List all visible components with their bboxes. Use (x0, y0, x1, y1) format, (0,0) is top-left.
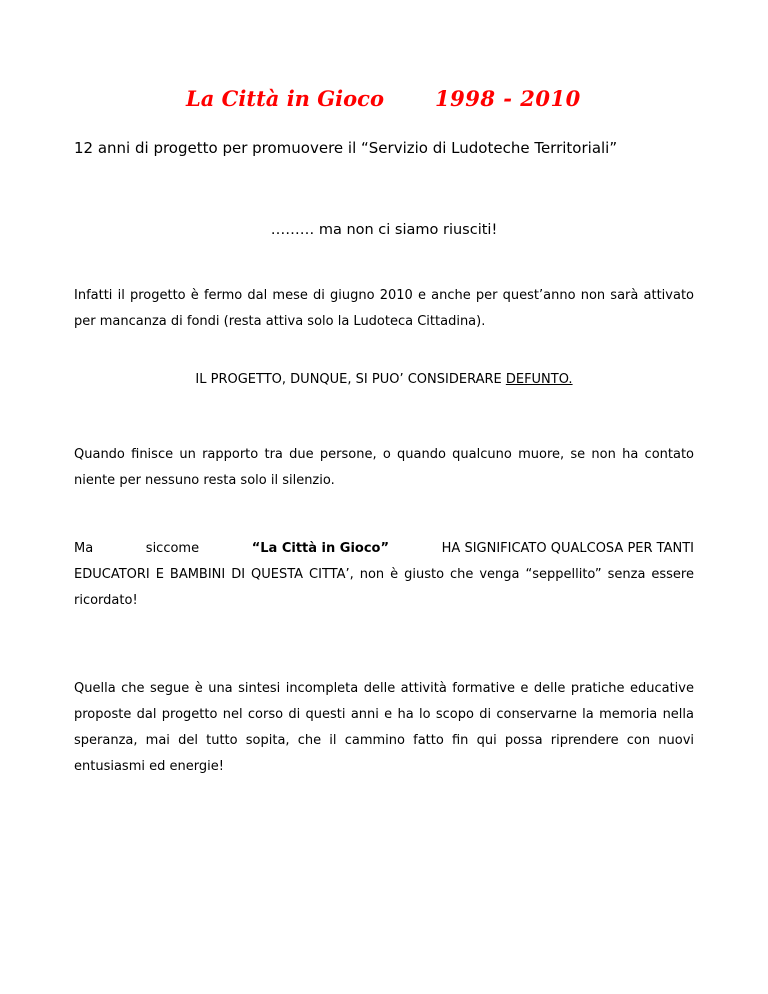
paragraph-quando: Quando finisce un rapporto tra due persone, o quando qualcuno muore, se non ha contato niente per nessuno resta solo il silenzio. (74, 447, 694, 488)
defunto-line (0, 372, 768, 387)
paragraph-infatti: Infatti il progetto è fermo dal mese di giugno 2010 e anche per quest’anno non sarà attivato per mancanza di fondi (resta attiva solo la Ludoteca Cittadina). (74, 288, 694, 329)
paragraph-ma-rest: EDUCATORI E BAMBINI DI QUESTA CITTA’, non è giusto che venga “seppellito” senza essere ricordato! (74, 567, 694, 608)
paragraph-ma-word-1: Ma (74, 541, 94, 556)
paragraph-ma-word-2: siccome (145, 541, 200, 556)
paragraph-ma (74, 536, 694, 614)
paragraph-ma-caps: HA SIGNIFICATO QUALCOSA PER TANTI (441, 541, 694, 556)
document-title-years: 1998 - 2010 (435, 86, 581, 111)
defunto-line-prefix: IL PROGETTO, DUNQUE, SI PUO’ CONSIDERARE (195, 372, 506, 387)
paragraph-ma-project-name: “La Città in Gioco” (251, 541, 390, 556)
defunto-word: DEFUNTO. (505, 372, 573, 387)
ellipsis-line: ……… ma non ci siamo riusciti! (270, 222, 498, 238)
paragraph-ma-first-line (74, 536, 694, 562)
document-title-name: La Città in Gioco (186, 86, 384, 111)
paragraph-quella: Quella che segue è una sintesi incompleta delle attività formative e delle pratiche educative proposte dal progetto nel corso di questi anni e ha lo scopo di conservarne la memoria nella speranza, mai del tutto sopita, che il cammino fatto fin qui possa riprendere con nuovi entusiasmi ed energie! (74, 681, 694, 774)
document-subtitle: 12 anni di progetto per promuovere il “Servizio di Ludoteche Territoriali” (74, 139, 618, 157)
